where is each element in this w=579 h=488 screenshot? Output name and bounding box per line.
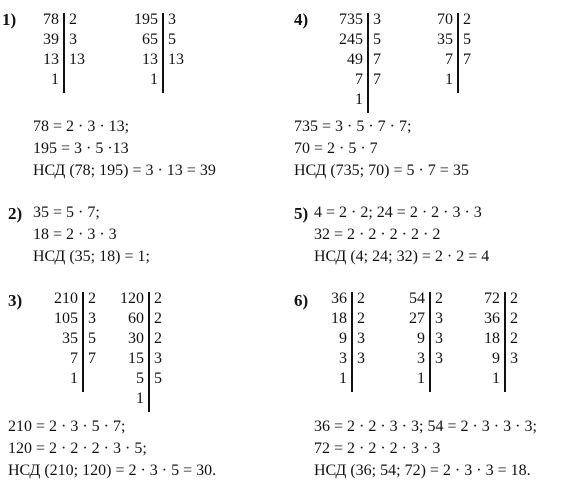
divider-line [351, 292, 353, 392]
prime-factor: 7 [463, 51, 471, 68]
prime-factor: 7 [373, 51, 381, 68]
factor-table-70 [414, 10, 487, 94]
prime-factor: 2 [463, 11, 471, 28]
dividend-value: 70 [437, 11, 453, 28]
divider-line [148, 292, 150, 412]
prime-factor: 5 [373, 31, 381, 48]
prime-factor: 2 [357, 290, 365, 307]
factor-table-36 [320, 289, 381, 393]
problem-1-label: 1) [2, 10, 17, 29]
dividend-value: 72 [484, 290, 500, 307]
factor-table-735 [322, 10, 397, 114]
prime-factor: 2 [154, 330, 162, 347]
prime-factor: 2 [357, 310, 365, 327]
dividend-value: 1 [492, 370, 500, 387]
dividend-value: 60 [128, 310, 144, 327]
prime-factor: 3 [373, 11, 381, 28]
dividend-value: 7 [70, 350, 78, 367]
prime-factor: 7 [373, 71, 381, 88]
prime-factor: 2 [154, 310, 162, 327]
problem-3-line-3: НСД (210; 120) = 2 · 3 · 5 = 30. [8, 462, 217, 479]
prime-factor: 13 [168, 51, 184, 68]
prime-factor: 3 [154, 350, 162, 367]
problem-2-line-3: НСД (35; 18) = 1; [33, 248, 150, 265]
dividend-value: 1 [339, 370, 347, 387]
factor-table-54 [398, 289, 459, 393]
prime-factor: 2 [510, 310, 518, 327]
factor-table-210 [32, 289, 112, 393]
dividend-value: 54 [409, 290, 425, 307]
prime-factor: 2 [88, 290, 96, 307]
dividend-value: 5 [136, 370, 144, 387]
prime-factor: 3 [357, 350, 365, 367]
dividend-value: 7 [445, 51, 453, 68]
dividend-value: 15 [128, 350, 144, 367]
prime-factor: 3 [435, 310, 443, 327]
prime-factor: 13 [69, 51, 85, 68]
dividend-value: 39 [43, 31, 59, 48]
dividend-value: 36 [331, 290, 347, 307]
prime-factor: 2 [510, 330, 518, 347]
prime-factor: 2 [435, 290, 443, 307]
divider-line [429, 292, 431, 392]
prime-factor: 5 [88, 330, 96, 347]
problem-6-label: 6) [294, 291, 309, 310]
problem-6-line-1: 36 = 2 · 2 · 3 · 3; 54 = 2 · 3 · 3 · 3; [314, 418, 537, 435]
problem-1-line-3: НСД (78; 195) = 3 · 13 = 39 [33, 162, 216, 179]
dividend-value: 1 [150, 71, 158, 88]
dividend-value: 245 [339, 31, 363, 48]
factor-table-72 [474, 289, 534, 393]
dividend-value: 1 [136, 390, 144, 407]
dividend-value: 35 [437, 31, 453, 48]
problem-2-line-1: 35 = 5 · 7; [33, 204, 100, 221]
divider-line [63, 13, 65, 93]
dividend-value: 1 [445, 71, 453, 88]
prime-factor: 7 [88, 350, 96, 367]
prime-factor: 3 [435, 350, 443, 367]
dividend-value: 78 [43, 11, 59, 28]
dividend-value: 3 [417, 350, 425, 367]
problem-2-label: 2) [8, 204, 23, 223]
divider-line [82, 292, 84, 392]
problem-4-line-1: 735 = 3 · 5 · 7 · 7; [294, 118, 412, 135]
dividend-value: 27 [409, 310, 425, 327]
dividend-value: 735 [339, 11, 363, 28]
dividend-value: 1 [51, 71, 59, 88]
dividend-value: 18 [331, 310, 347, 327]
dividend-value: 3 [339, 350, 347, 367]
dividend-value: 1 [355, 91, 363, 108]
dividend-value: 30 [128, 330, 144, 347]
dividend-value: 7 [355, 71, 363, 88]
problem-3-label: 3) [8, 291, 23, 310]
dividend-value: 36 [484, 310, 500, 327]
dividend-value: 35 [62, 330, 78, 347]
problem-1-line-1: 78 = 2 · 3 · 13; [33, 118, 130, 135]
dividend-value: 195 [134, 11, 158, 28]
problem-2-line-2: 18 = 2 · 3 · 3 [33, 226, 117, 243]
prime-factor: 2 [154, 290, 162, 307]
prime-factor: 5 [463, 31, 471, 48]
problem-6-line-2: 72 = 2 · 2 · 2 · 3 · 3 [314, 440, 441, 457]
divider-line [457, 13, 459, 93]
prime-factor: 5 [168, 31, 176, 48]
dividend-value: 49 [347, 51, 363, 68]
problem-4-line-2: 70 = 2 · 5 · 7 [294, 140, 378, 157]
prime-factor: 3 [435, 330, 443, 347]
dividend-value: 1 [70, 370, 78, 387]
dividend-value: 13 [142, 51, 158, 68]
dividend-value: 9 [492, 350, 500, 367]
dividend-value: 1 [417, 370, 425, 387]
problem-5-label: 5) [294, 204, 309, 223]
dividend-value: 13 [43, 51, 59, 68]
problem-5-line-1: 4 = 2 · 2; 24 = 2 · 2 · 3 · 3 [314, 204, 482, 221]
factor-table-78 [20, 10, 93, 94]
prime-factor: 5 [154, 370, 162, 387]
problem-1-line-2: 195 = 3 · 5 ·13 [33, 140, 129, 157]
divider-line [504, 292, 506, 392]
problem-4-label: 4) [294, 10, 309, 29]
dividend-value: 65 [142, 31, 158, 48]
divider-line [162, 13, 164, 93]
prime-factor: 2 [69, 11, 77, 28]
prime-factor: 2 [510, 290, 518, 307]
prime-factor: 3 [168, 11, 176, 28]
prime-factor: 3 [69, 31, 77, 48]
dividend-value: 120 [120, 290, 144, 307]
problem-5-line-2: 32 = 2 · 2 · 2 · 2 · 2 [314, 226, 441, 243]
dividend-value: 18 [484, 330, 500, 347]
prime-factor: 3 [510, 350, 518, 367]
prime-factor: 3 [88, 310, 96, 327]
divider-line [367, 13, 369, 113]
dividend-value: 9 [417, 330, 425, 347]
dividend-value: 210 [54, 290, 78, 307]
dividend-value: 105 [54, 310, 78, 327]
problem-3-line-2: 120 = 2 · 2 · 2 · 3 · 5; [8, 440, 147, 457]
dividend-value: 9 [339, 330, 347, 347]
factor-table-120 [102, 289, 178, 413]
factor-table-195 [115, 10, 192, 94]
problem-4-line-3: НСД (735; 70) = 5 · 7 = 35 [294, 162, 469, 179]
problem-3-line-1: 210 = 2 · 3 · 5 · 7; [8, 418, 126, 435]
problem-6-line-3: НСД (36; 54; 72) = 2 · 3 · 3 = 18. [314, 462, 531, 479]
prime-factor: 3 [357, 330, 365, 347]
problem-5-line-3: НСД (4; 24; 32) = 2 · 2 = 4 [314, 248, 490, 265]
